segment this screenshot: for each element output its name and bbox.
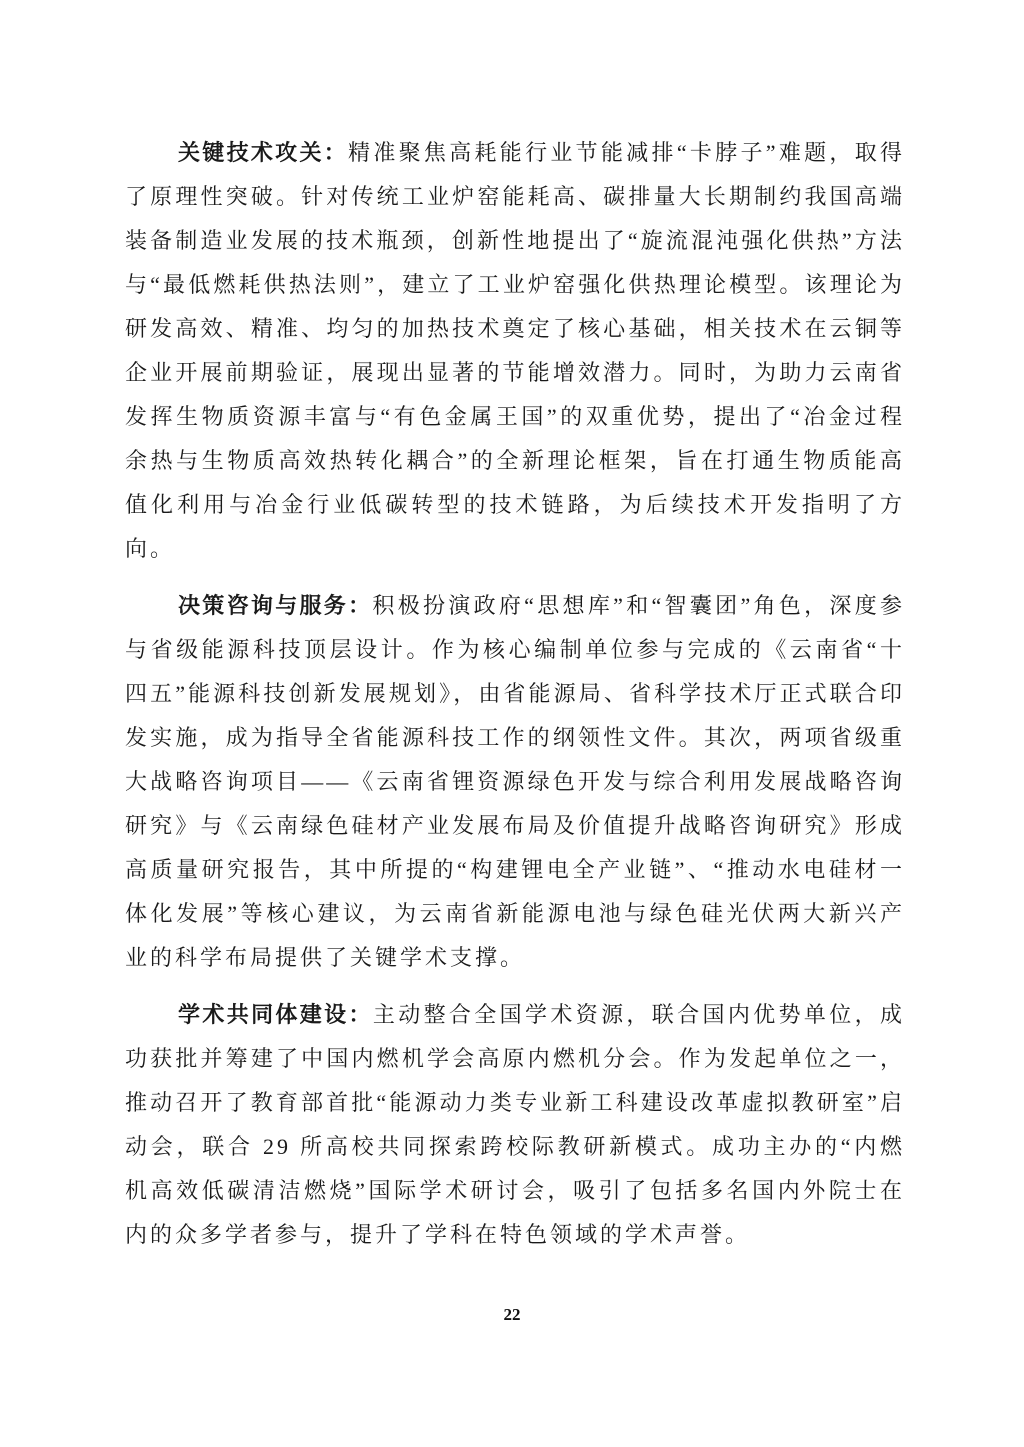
paragraph-lead-academic-community: 学术共同体建设： (178, 1002, 373, 1027)
paragraph-body-key-tech: 精准聚焦高耗能行业节能减排“卡脖子”难题，取得了原理性突破。针对传统工业炉窑能耗高、碳排量大长期制约我国高端装备制造业发展的技术瓶颈，创新性地提出了“旋流混沌强化供热”方法与“最低燃耗供热法则”，建立了工业炉窑强化供热理论模型。该理论为研发高效、精准、均匀的加热技术奠定了核心基础，相关技术在云铜等企业开展前期验证，展现出显著的节能增效潜力。同时，为助力云南省发挥生物质资源丰富与“有色金属王国”的双重优势，提出了“冶金过程余热与生物质高效热转化耦合”的全新理论框架，旨在打通生物质能高值化利用与冶金行业低碳转型的技术链路，为后续技术开发指明了方向。 (125, 140, 905, 561)
paragraph-lead-key-tech: 关键技术攻关： (178, 140, 349, 165)
paragraph-lead-policy-consulting: 决策咨询与服务： (178, 593, 373, 618)
paragraph-body-academic-community: 主动整合全国学术资源，联合国内优势单位，成功获批并筹建了中国内燃机学会高原内燃机分会。作为发起单位之一，推动召开了教育部首批“能源动力类专业新工科建设改革虚拟教研室”启动会，联合 29 所高校共同探索跨校际教研新模式。成功主办的“内燃机高效低碳清洁燃烧”国际学术研讨会，吸引了包括多名国内外院士在内的众多学者参与，提升了学科在特色领域的学术声誉。 (125, 1002, 905, 1247)
paragraph-key-tech-breakthroughs (125, 131, 905, 571)
paragraph-academic-community (125, 993, 905, 1257)
document-body (125, 131, 905, 1270)
paragraph-policy-consulting (125, 584, 905, 980)
page-number: 22 (503, 1305, 521, 1324)
paragraph-body-policy-consulting: 积极扮演政府“思想库”和“智囊团”角色，深度参与省级能源科技顶层设计。作为核心编制单位参与完成的《云南省“十四五”能源科技创新发展规划》，由省能源局、省科学技术厅正式联合印发实施，成为指导全省能源科技工作的纲领性文件。其次，两项省级重大战略咨询项目——《云南省锂资源绿色开发与综合利用发展战略咨询研究》与《云南绿色硅材产业发展布局及价值提升战略咨询研究》形成高质量研究报告，其中所提的“构建锂电全产业链”、“推动水电硅材一体化发展”等核心建议，为云南省新能源电池与绿色硅光伏两大新兴产业的科学布局提供了关键学术支撑。 (125, 593, 905, 970)
